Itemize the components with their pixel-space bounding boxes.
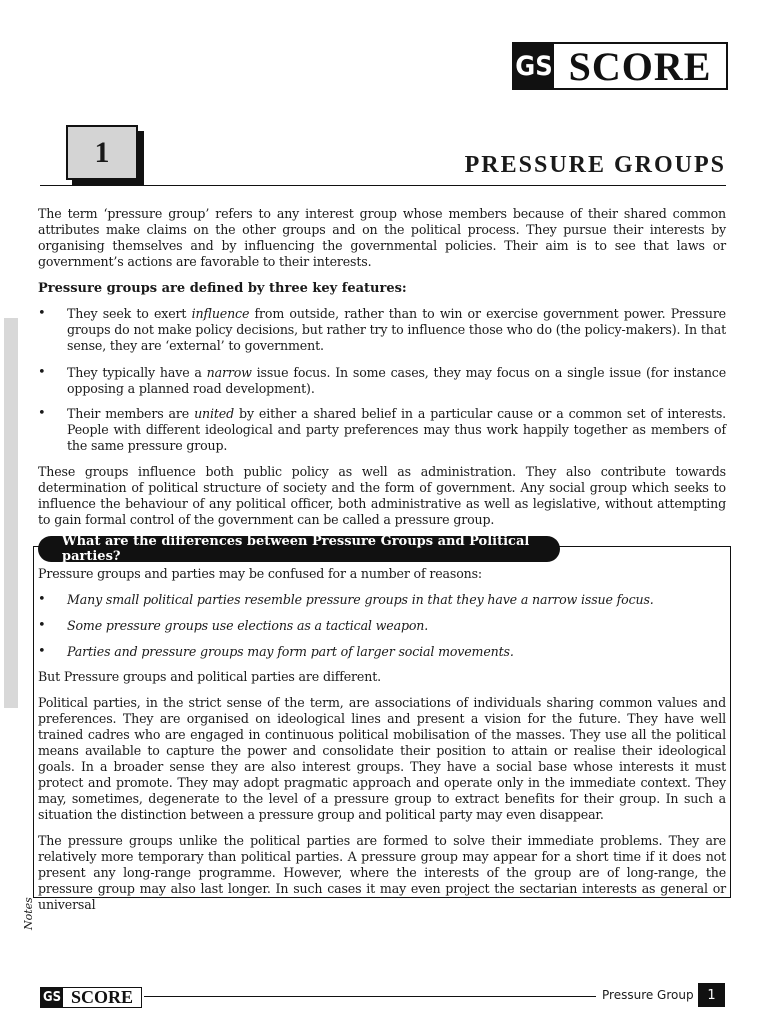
reason-item: Some pressure groups use elections as a tactical weapon. (67, 618, 429, 633)
reason-item: Many small political parties resemble pressure groups in that they have a narrow issue focus. (67, 592, 654, 607)
groups-paragraph: The pressure groups unlike the political parties are formed to solve their immediate problems. They are relatively more temporary than political parties. A pressure group may appear for a short time if it does not present any long-range programme. However, where the interests of the group are of long-range, the pressure group may also last longer. In such cases it may even project the sectarian interests as general or universal (38, 833, 726, 912)
header-rule (40, 185, 726, 186)
footer-rule (144, 996, 596, 997)
feature-item: They typically have a narrow issue focus. In some cases, they may focus on a single issue (for instance opposing a planned road development). (67, 365, 726, 396)
bullet-dot: • (38, 365, 46, 380)
footer-logo-score: SCORE (63, 988, 141, 1007)
chapter-number: 1 (66, 125, 138, 180)
feature-item: They seek to exert influence from outside, rather than to win or exercise government power. Pressure groups do not make policy decisions, but rather try to influence those who do (the policy-makers). In that sense, they are ‘external’ to government. (67, 306, 726, 353)
bullet-dot: • (38, 644, 46, 659)
gs-score-logo (512, 42, 728, 90)
footer-logo-gs: GS (42, 990, 62, 1005)
page-number: 1 (698, 983, 725, 1007)
bullet-dot: • (38, 306, 46, 321)
feature-item: Their members are united by either a shared belief in a particular cause or a common set of interests. People with different ideological and party preferences may thus work happily together as members of the same pressure group. (67, 406, 726, 453)
chapter-title: PRESSURE GROUPS (464, 152, 726, 178)
bullet-dot: • (38, 406, 46, 421)
margin-bar (4, 318, 18, 708)
but-line: But Pressure groups and political parties are different. (38, 669, 381, 684)
bullet-dot: • (38, 592, 46, 607)
box-lead: Pressure groups and parties may be confused for a number of reasons: (38, 566, 482, 581)
logo-score: SCORE (554, 44, 726, 88)
margin-notes-label: Notes (22, 897, 35, 930)
footer-label: Pressure Group (602, 988, 694, 1002)
intro-paragraph: The term ‘pressure group’ refers to any interest group whose members because of their shared common attributes make claims on the other groups and on the political process. They pursue their interests by organising themselves and by influencing the governmental policies. Their aim is to see that laws or government’s actions are favorable to their interests. (38, 206, 726, 269)
features-heading: Pressure groups are defined by three key features: (38, 281, 407, 296)
influence-paragraph: These groups influence both public policy as well as administration. They also contribute towards determination of political structure of society and the form of government. Any social group which seeks to influence the behaviour of any political officer, both administrative as well as legislative, without attempting to gain formal control of the government can be called a pressure group. (38, 464, 726, 527)
bullet-dot: • (38, 618, 46, 633)
logo-gs: GS (514, 44, 554, 88)
reason-item: Parties and pressure groups may form part of larger social movements. (67, 644, 514, 659)
box-title: What are the differences between Pressure Groups and Political parties? (38, 536, 560, 562)
footer-logo (40, 987, 142, 1008)
parties-paragraph: Political parties, in the strict sense of the term, are associations of individuals sharing common values and preferences. They are organised on ideological lines and present a vision for the future. They have well trained cadres who are engaged in continuous political mobilisation of the masses. They use all the political means available to capture the power and consolidate their position to attain or realise their ideological goals. In a broader sense they are also interest groups. They have a social base whose interests it must protect and promote. They may adopt pragmatic approach and operate only in the immediate context. They may, sometimes, degenerate to the level of a pressure group to extract benefits for their group. In such a situation the distinction between a pressure group and political party may even disappear. (38, 695, 726, 822)
